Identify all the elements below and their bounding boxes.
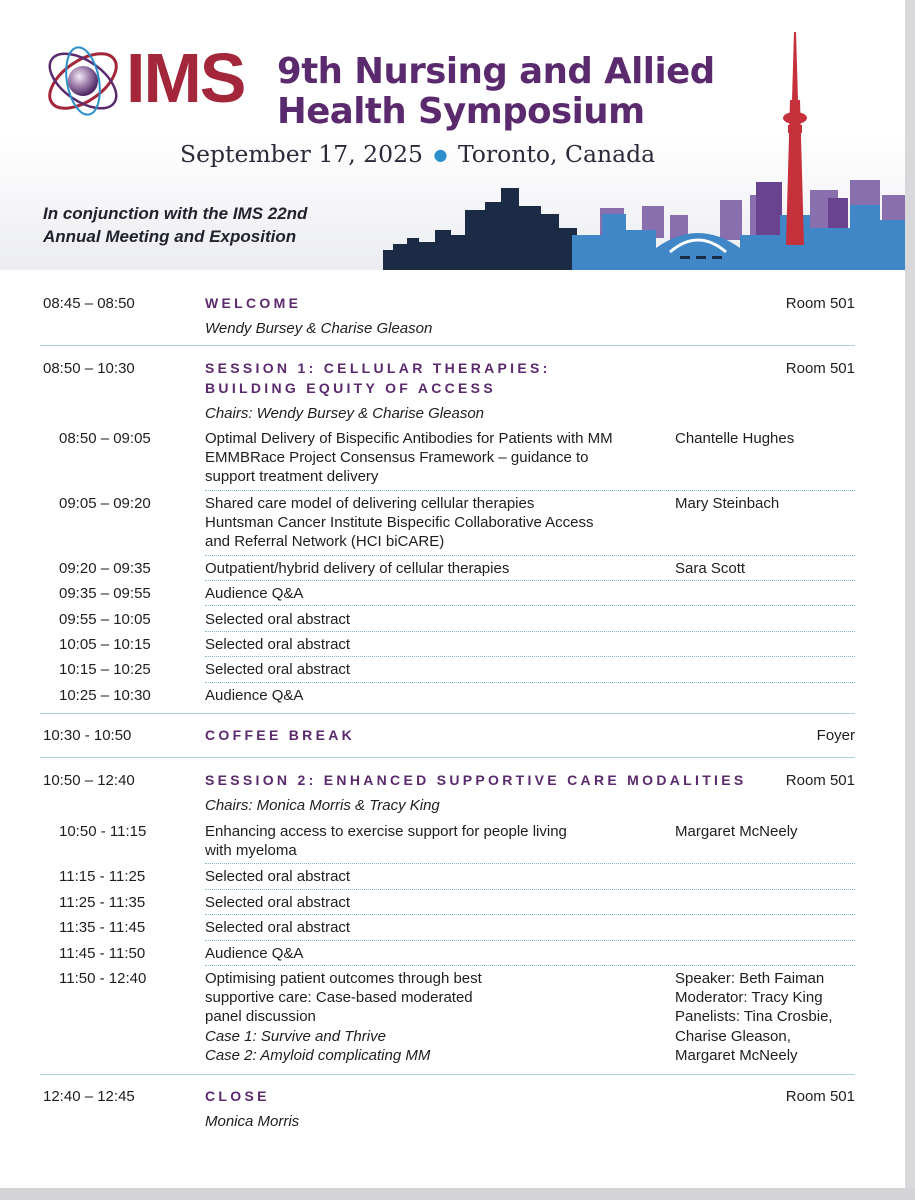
panel-line: supportive care: Case-based moderated — [205, 989, 473, 1006]
dotted-divider — [205, 914, 855, 915]
panel-panelists: Panelists: Tina Crosbie, — [675, 1008, 833, 1025]
session2-block — [0, 769, 905, 1074]
dotted-divider — [205, 863, 855, 864]
s2-item-line: with myeloma — [205, 842, 297, 859]
ims-logo-text: IMS — [126, 39, 245, 117]
s1-item-line: Huntsman Cancer Institute Bispecific Collaborative Access — [205, 514, 594, 531]
close-people: Monica Morris — [205, 1113, 300, 1130]
welcome-block — [0, 292, 905, 342]
dotted-divider — [205, 555, 855, 556]
s1-item-line: Outpatient/hybrid delivery of cellular therapies — [205, 560, 510, 577]
s2-item-line: Audience Q&A — [205, 945, 304, 962]
s1-item-line: support treatment delivery — [205, 468, 379, 485]
session2-title: SESSION 2: ENHANCED SUPPORTIVE CARE MODALITIES — [205, 772, 747, 788]
s1-item-line: Selected oral abstract — [205, 611, 351, 628]
s1-item-line: Audience Q&A — [205, 687, 304, 704]
panel-case-1: Case 1: Survive and Thrive — [205, 1028, 386, 1045]
close-block — [0, 1085, 905, 1135]
session1-block — [0, 357, 905, 707]
s2-item-time: 11:15 - 11:25 — [59, 868, 146, 885]
dotted-divider — [205, 490, 855, 491]
panel-panelists: Margaret McNeely — [675, 1047, 798, 1064]
s1-item-speaker: Mary Steinbach — [675, 495, 780, 512]
dotted-divider — [205, 656, 855, 657]
welcome-time: 08:45 – 08:50 — [43, 295, 135, 312]
divider — [40, 345, 855, 346]
header — [0, 0, 905, 270]
panel-time: 11:50 - 12:40 — [59, 970, 147, 987]
s2-item-line: Selected oral abstract — [205, 919, 351, 936]
dotted-divider — [205, 580, 855, 581]
s2-item-line: Enhancing access to exercise support for people living — [205, 823, 567, 840]
panel-line: Optimising patient outcomes through best — [205, 970, 482, 987]
dotted-divider — [205, 965, 855, 966]
divider — [40, 713, 855, 714]
ims-atom-logo — [42, 42, 124, 120]
coffee-title: COFFEE BREAK — [205, 727, 356, 743]
s1-item-time: 10:15 – 10:25 — [59, 661, 151, 678]
s1-item-line: Selected oral abstract — [205, 661, 351, 678]
s1-item-time: 08:50 – 09:05 — [59, 430, 151, 447]
dotted-divider — [205, 682, 855, 683]
close-room: Room 501 — [785, 1088, 855, 1105]
s1-item-line: Optimal Delivery of Bispecific Antibodies for Patients with MM — [205, 430, 613, 447]
coffee-room: Foyer — [816, 727, 855, 744]
close-title: CLOSE — [205, 1088, 270, 1104]
s1-item-line: Audience Q&A — [205, 585, 304, 602]
dotted-divider — [205, 889, 855, 890]
coffee-time: 10:30 - 10:50 — [43, 727, 132, 744]
welcome-people: Wendy Bursey & Charise Gleason — [205, 320, 433, 337]
event-date: September 17, 2025 — [180, 140, 423, 168]
page-edge — [905, 0, 915, 1200]
divider — [40, 757, 855, 758]
s2-item-time: 10:50 - 11:15 — [59, 823, 147, 840]
session1-title-line-2: BUILDING EQUITY OF ACCESS — [205, 380, 496, 396]
s1-item-time: 10:05 – 10:15 — [59, 636, 151, 653]
s1-item-line: Shared care model of delivering cellular therapies — [205, 495, 535, 512]
s2-item-line: Selected oral abstract — [205, 868, 351, 885]
session2-room: Room 501 — [785, 772, 855, 789]
s1-item-time: 10:25 – 10:30 — [59, 687, 151, 704]
session2-chairs: Chairs: Monica Morris & Tracy King — [205, 797, 440, 814]
s2-item-time: 11:45 - 11:50 — [59, 945, 146, 962]
divider — [40, 1074, 855, 1075]
s1-item-speaker: Sara Scott — [675, 560, 746, 577]
session1-time: 08:50 – 10:30 — [43, 360, 135, 377]
panel-moderator: Moderator: Tracy King — [675, 989, 823, 1006]
s2-item-time: 11:25 - 11:35 — [59, 894, 146, 911]
title-line-2: Health Symposium — [277, 91, 645, 132]
conjunction-line-1: In conjunction with the IMS 22nd — [43, 204, 308, 223]
dotted-divider — [205, 940, 855, 941]
panel-case-2: Case 2: Amyloid complicating MM — [205, 1047, 431, 1064]
toronto-skyline-illustration — [380, 30, 905, 270]
s2-item-speaker: Margaret McNeely — [675, 823, 798, 840]
event-location: Toronto, Canada — [457, 140, 656, 168]
session1-title-line-1: SESSION 1: CELLULAR THERAPIES: — [205, 360, 551, 376]
s1-item-line: and Referral Network (HCI biCARE) — [205, 533, 445, 550]
s1-item-time: 09:05 – 09:20 — [59, 495, 151, 512]
s1-item-line: Selected oral abstract — [205, 636, 351, 653]
page-bottom-edge — [0, 1188, 915, 1200]
dotted-divider — [205, 605, 855, 606]
s1-item-time: 09:20 – 09:35 — [59, 560, 151, 577]
title-line-1: 9th Nursing and Allied — [277, 51, 715, 92]
close-time: 12:40 – 12:45 — [43, 1088, 135, 1105]
s2-item-line: Selected oral abstract — [205, 894, 351, 911]
coffee-break-block — [0, 724, 905, 748]
panel-line: panel discussion — [205, 1008, 316, 1025]
conjunction-note — [43, 202, 307, 248]
s2-item-time: 11:35 - 11:45 — [59, 919, 146, 936]
panel-panelists: Charise Gleason, — [675, 1028, 791, 1045]
s1-item-speaker: Chantelle Hughes — [675, 430, 795, 447]
session1-chairs: Chairs: Wendy Bursey & Charise Gleason — [205, 405, 485, 422]
conjunction-line-2: Annual Meeting and Exposition — [43, 227, 297, 246]
welcome-title: WELCOME — [205, 295, 302, 311]
session2-time: 10:50 – 12:40 — [43, 772, 135, 789]
s1-item-time: 09:55 – 10:05 — [59, 611, 151, 628]
dotted-divider — [205, 631, 855, 632]
s1-item-time: 09:35 – 09:55 — [59, 585, 151, 602]
bullet-dot-icon: ● — [433, 145, 448, 164]
s1-item-line: EMMBRace Project Consensus Framework – guidance to — [205, 449, 589, 466]
panel-speaker: Speaker: Beth Faiman — [675, 970, 825, 987]
welcome-room: Room 501 — [785, 295, 855, 312]
session1-room: Room 501 — [785, 360, 855, 377]
